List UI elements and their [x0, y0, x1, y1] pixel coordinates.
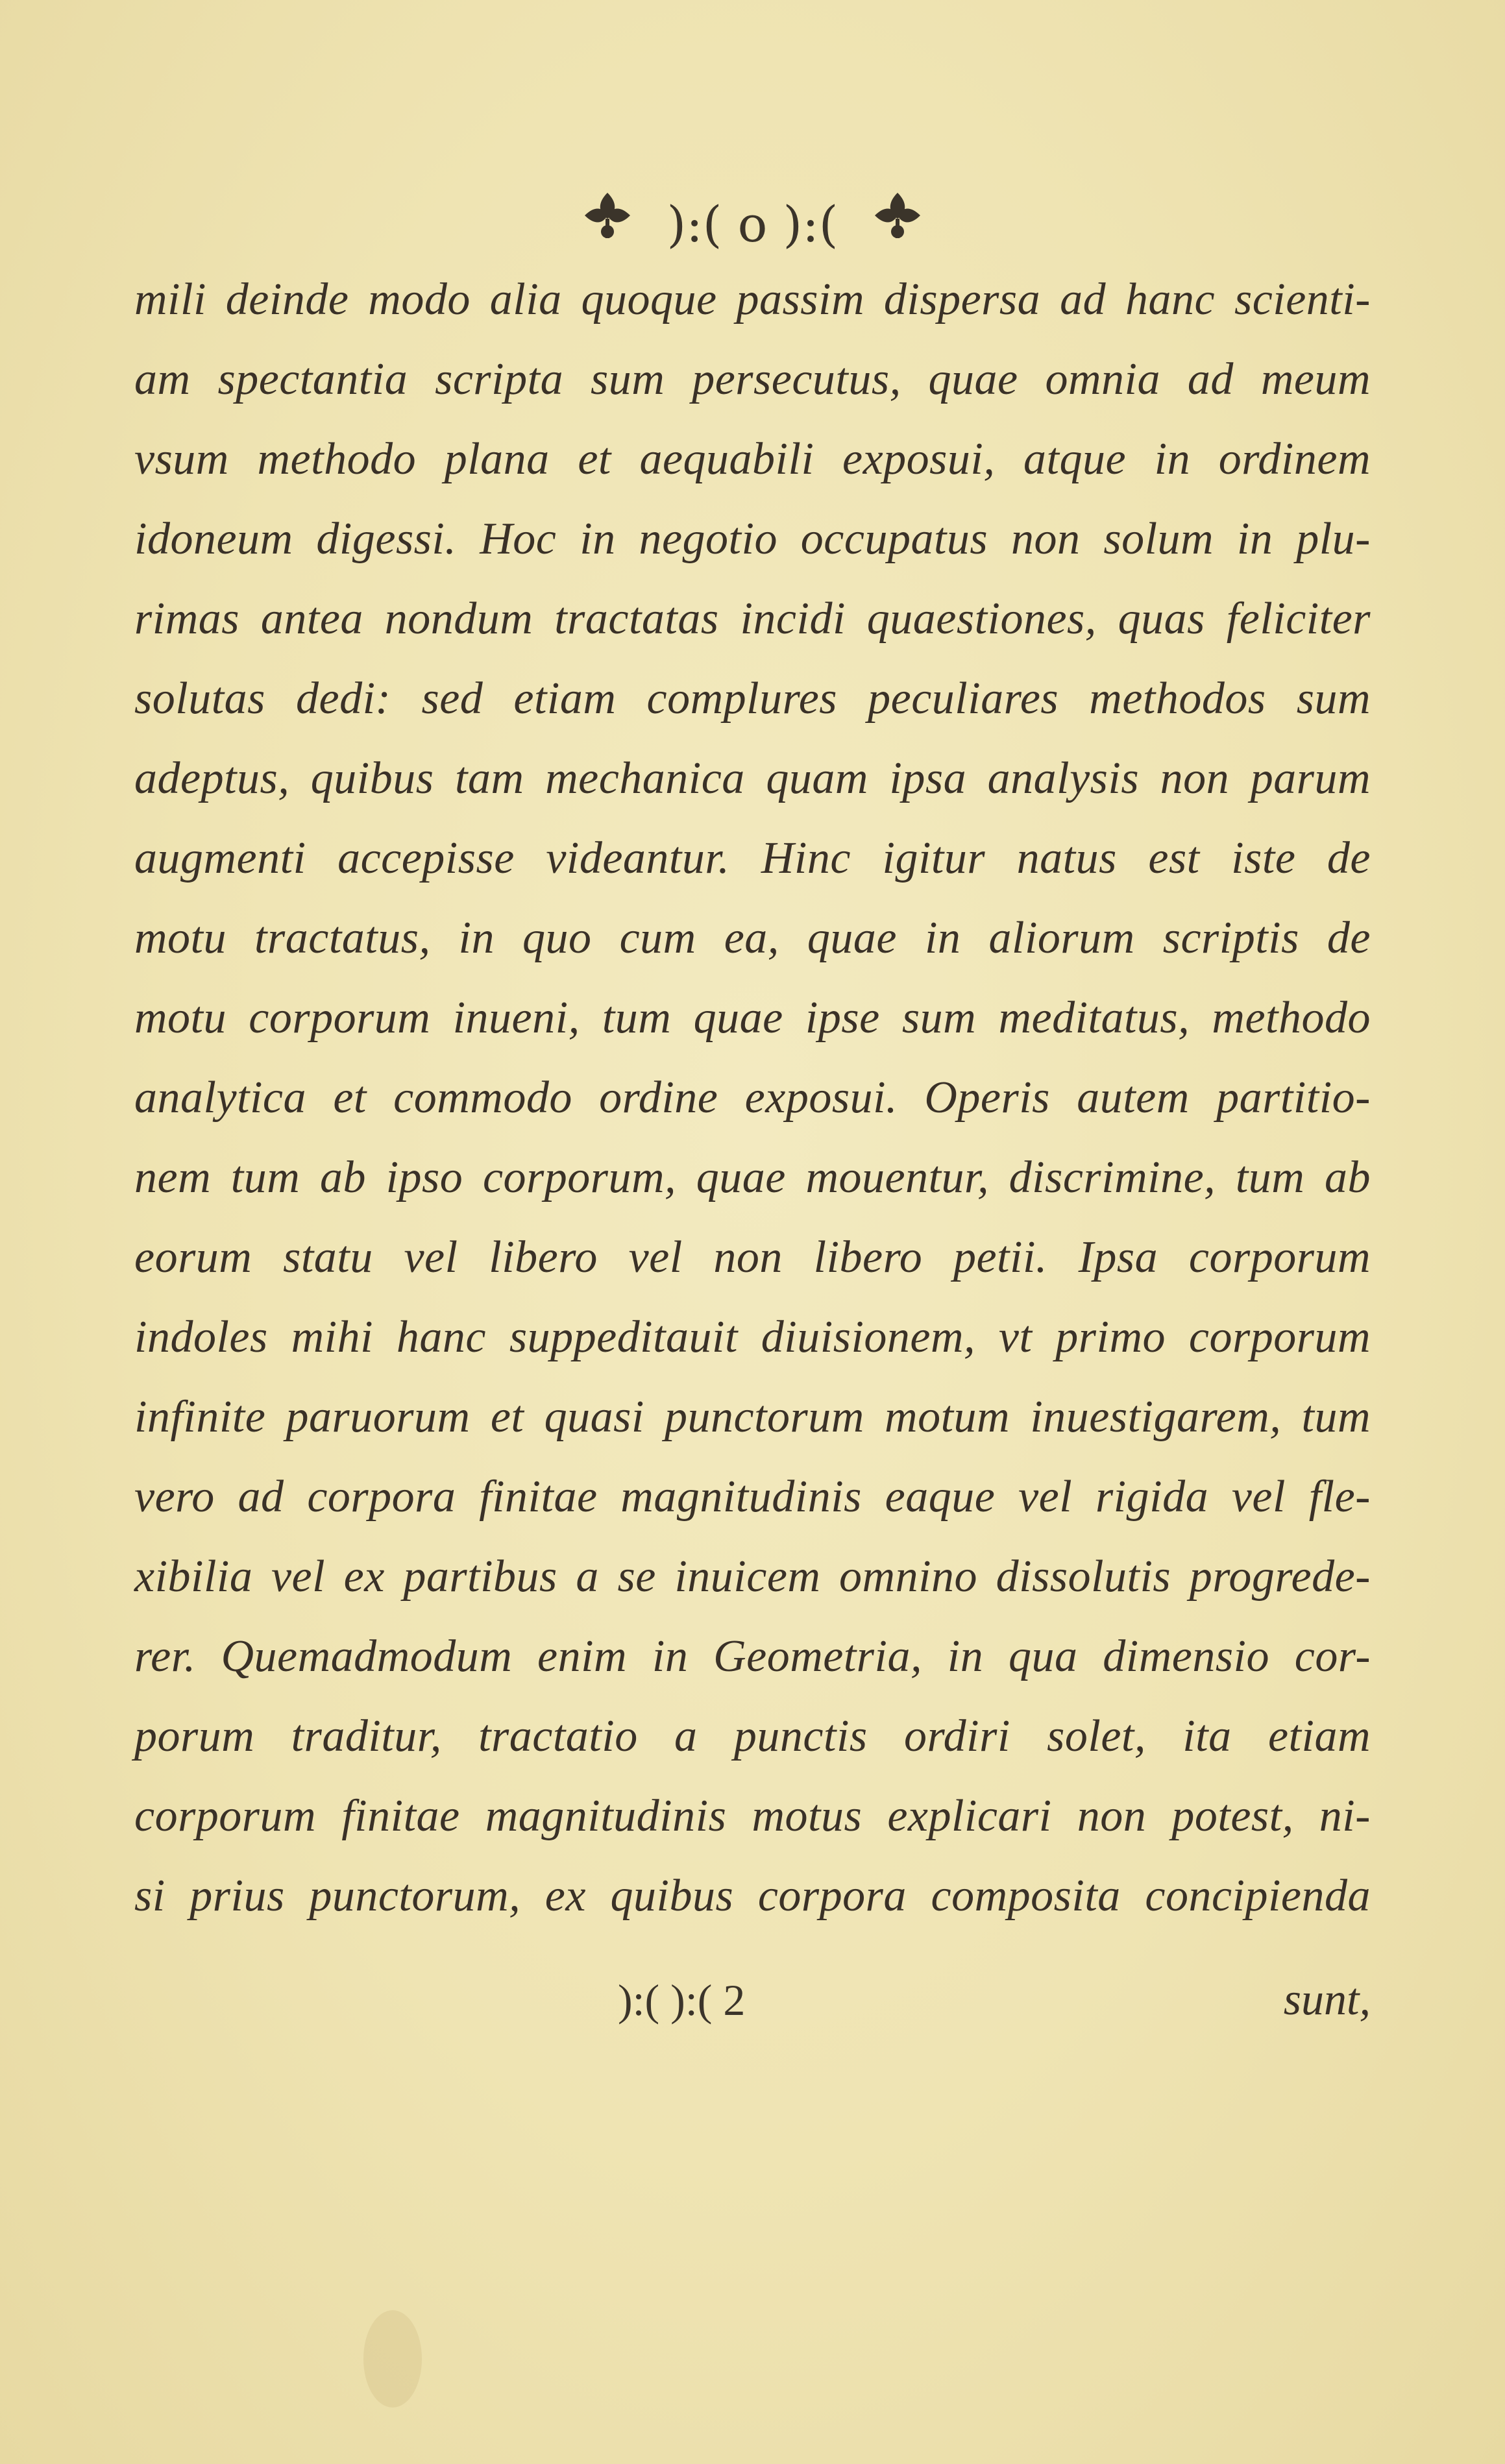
catchword: sunt,: [1283, 1975, 1371, 2025]
text-line-18: rer. Quemadmodum enim in Geometria, in qua dimensio cor-: [134, 1631, 1371, 1681]
fleuron-left-icon: [578, 186, 637, 263]
text-line-3: vsum methodo plana et aequabili exposui, atque in ordinem: [134, 434, 1371, 484]
text-line-8: augmenti accepisse videantur. Hinc igitur natus est iste de: [134, 833, 1371, 883]
page-footer: [134, 1964, 1371, 2036]
text-line-15: infinite paruorum et quasi punctorum motum inuestigarem, tum: [134, 1392, 1371, 1442]
text-line-17: xibilia vel ex partibus a se inuicem omnino dissolutis progrede-: [134, 1552, 1371, 1602]
text-line-1: mili deinde modo alia quoque passim dispersa ad hanc scienti-: [134, 274, 1371, 324]
text-line-9: motu tractatus, in quo cum ea, quae in aliorum scriptis de: [134, 913, 1371, 963]
text-line-5: rimas antea nondum tractatas incidi quaestiones, quas feliciter: [134, 594, 1371, 644]
text-line-4: idoneum digessi. Hoc in negotio occupatus non solum in plu-: [134, 514, 1371, 564]
body-text: [134, 260, 1371, 1936]
text-line-16: vero ad corpora finitae magnitudinis eaque vel rigida vel fle-: [134, 1472, 1371, 1522]
text-line-10: motu corporum inueni, tum quae ipse sum meditatus, methodo: [134, 993, 1371, 1043]
text-line-13: eorum statu vel libero vel non libero petii. Ipsa corporum: [134, 1232, 1371, 1282]
text-line-11: analytica et commodo ordine exposui. Operis autem partitio-: [134, 1073, 1371, 1123]
text-line-20: corporum finitae magnitudinis motus explicari non potest, ni-: [134, 1791, 1371, 1841]
running-header: [0, 185, 1505, 256]
paper-stain: [363, 2310, 422, 2408]
text-line-12: nem tum ab ipso corporum, quae mouentur, discrimine, tum ab: [134, 1153, 1371, 1202]
text-line-7: adeptus, quibus tam mechanica quam ipsa analysis non parum: [134, 753, 1371, 803]
text-line-2: am spectantia scripta sum persecutus, quae omnia ad meum: [134, 354, 1371, 404]
header-text: ):( o ):(: [667, 195, 838, 253]
text-line-14: indoles mihi hanc suppeditauit diuisionem, vt primo corporum: [134, 1312, 1371, 1362]
text-line-19: porum traditur, tractatio a punctis ordiri solet, ita etiam: [134, 1711, 1371, 1761]
text-line-6: solutas dedi: sed etiam complures peculiares methodos sum: [134, 674, 1371, 724]
signature-mark: ):( ):( 2: [618, 1975, 746, 2025]
fleuron-right-icon: [868, 186, 927, 263]
text-line-21: si prius punctorum, ex quibus corpora composita concipienda: [134, 1871, 1371, 1921]
